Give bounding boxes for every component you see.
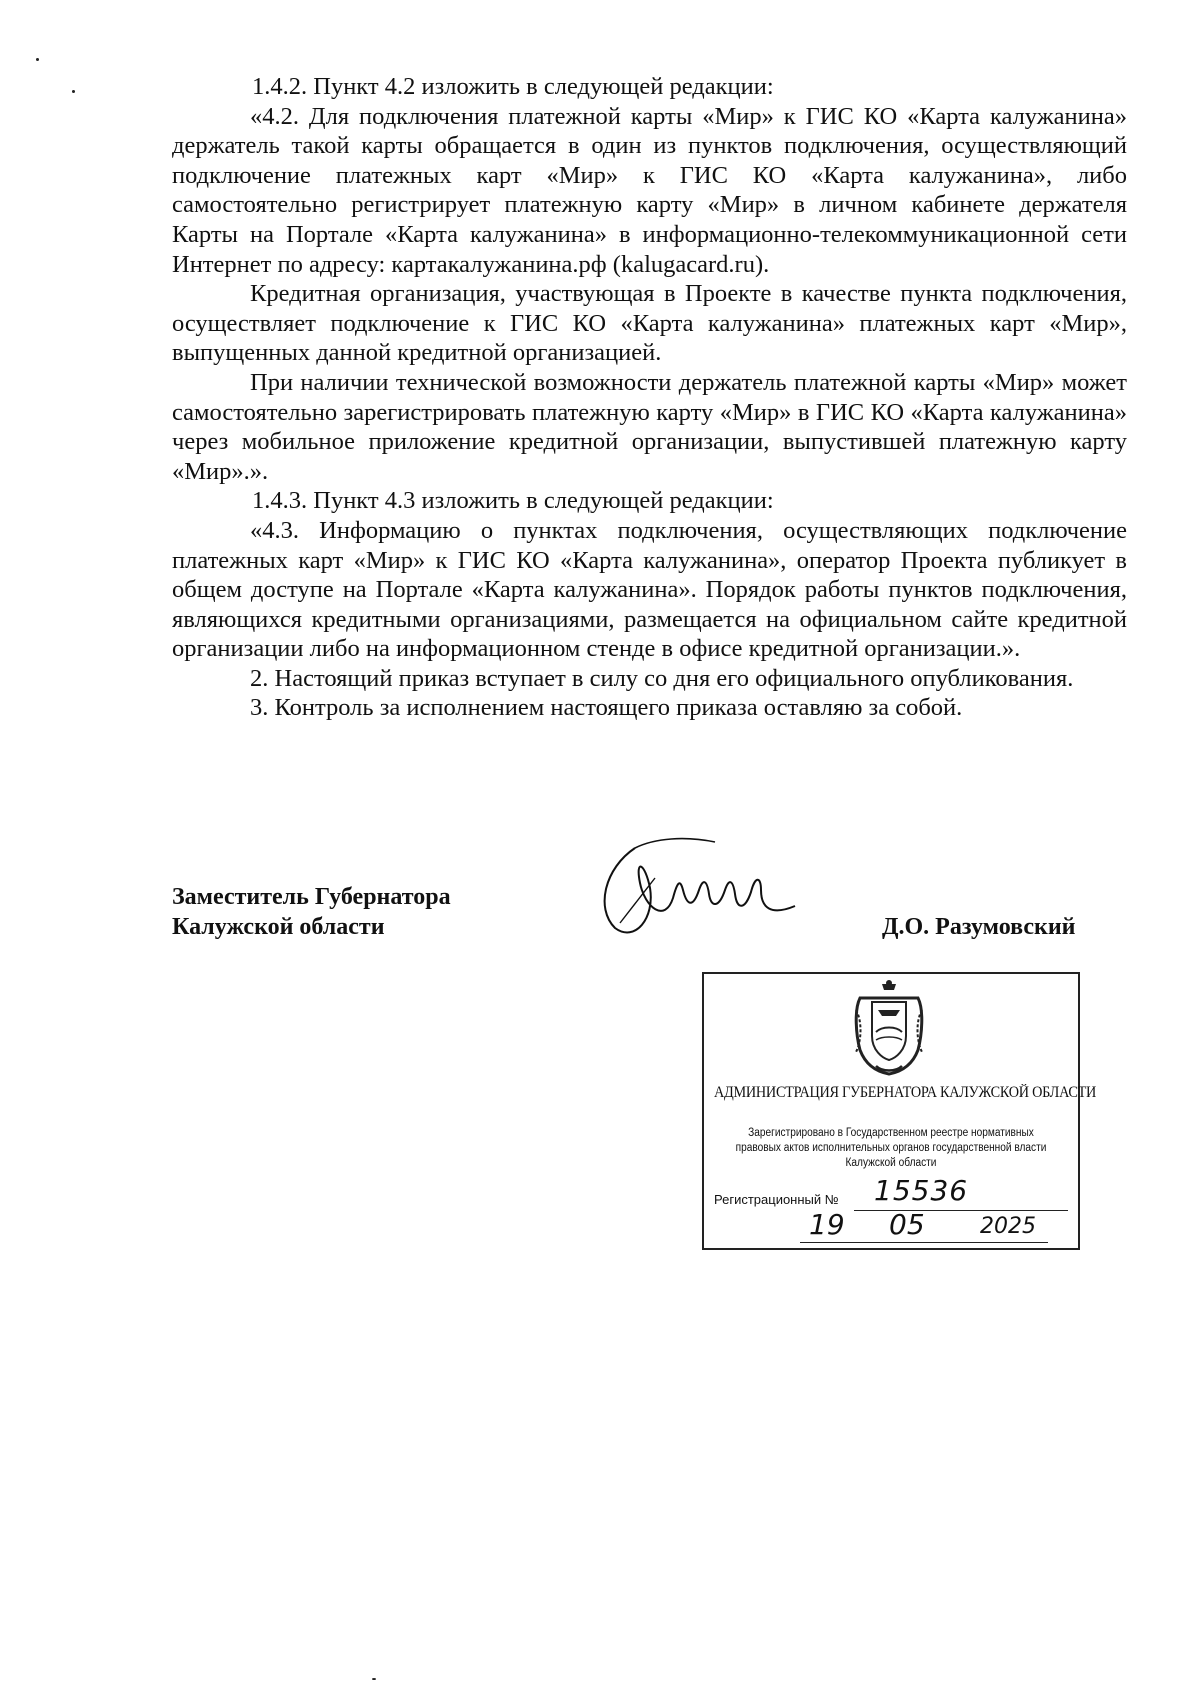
scan-speck bbox=[36, 58, 39, 61]
signatory-position-line1: Заместитель Губернатора bbox=[172, 884, 451, 910]
signatory-position bbox=[172, 882, 451, 942]
paragraph-credit-org: Кредитная организация, участвующая в Проекте в качестве пункта подключения, осуществляет подключение к ГИС КО «Карта калужанина» платежных карт «Мир», выпущенных данной кредитной организацией. bbox=[172, 280, 1127, 367]
stamp-registered-line1: Зарегистрировано в Государственном реестре нормативных bbox=[748, 1127, 1034, 1139]
signatory-name: Д.О. Разумовский bbox=[882, 914, 1076, 940]
paragraph-mobile-app: При наличии технической возможности держатель платежной карты «Мир» может самостоятельно зарегистрировать платежную карту «Мир» в ГИС КО «Карта калужанина» через мобильное приложение кредитной организации, выпустившей платежную карту «Мир».». bbox=[172, 368, 1127, 485]
paragraph-4-3: «4.3. Информацию о пунктах подключения, осуществляющих подключение платежных карт «Мир» к ГИС КО «Карта калужанина», оператор Проекта публикует в общем доступе на Портале «Карта калужанина». Порядок работы пунктов подключения, являющихся кредитными организациями, размещается на официальном сайте кредитной организации либо на информационном стенде в офисе кредитной организации.». bbox=[172, 516, 1127, 663]
stamp-registered-line3: Калужской области bbox=[845, 1157, 937, 1169]
scan-speck bbox=[72, 90, 75, 93]
scan-speck bbox=[372, 1678, 376, 1680]
stamp-organization: АДМИНИСТРАЦИЯ ГУБЕРНАТОРА КАЛУЖСКОЙ ОБЛАСТИ bbox=[714, 1084, 1097, 1101]
stamp-registration-number: 15536 bbox=[874, 1174, 969, 1207]
paragraph-1-4-2: 1.4.2. Пункт 4.2 изложить в следующей редакции: bbox=[252, 73, 774, 100]
document-body bbox=[172, 72, 1127, 723]
stamp-registered-line2: правовых актов исполнительных органов государственной власти bbox=[735, 1142, 1047, 1154]
stamp-date-underline bbox=[800, 1242, 1048, 1243]
stamp-date-day: 19 bbox=[809, 1208, 845, 1241]
registration-stamp bbox=[702, 972, 1097, 1250]
stamp-date-month: 05 bbox=[889, 1208, 925, 1241]
stamp-registration-label: Регистрационный № bbox=[714, 1192, 839, 1207]
paragraph-2: 2. Настоящий приказ вступает в силу со дня его официального опубликования. bbox=[250, 664, 1074, 692]
paragraph-3: 3. Контроль за исполнением настоящего приказа оставляю за собой. bbox=[250, 694, 963, 722]
stamp-date-year: 2025 bbox=[980, 1214, 1036, 1239]
stamp-registration-underline bbox=[854, 1210, 1068, 1211]
paragraph-1-4-3: 1.4.3. Пункт 4.3 изложить в следующей редакции: bbox=[252, 487, 774, 515]
handwritten-signature bbox=[595, 828, 815, 958]
signatory-position-line2: Калужской области bbox=[172, 914, 385, 940]
coat-of-arms-icon bbox=[852, 980, 926, 1076]
paragraph-4-2: «4.2. Для подключения платежной карты «Мир» к ГИС КО «Карта калужанина» держатель такой карты обращается в один из пунктов подключения, осуществляющий подключение платежных карт «Мир» к ГИС КО «Карта калужанина», либо самостоятельно регистрирует платежную карту «Мир» в личном кабинете держателя Карты на Портале «Карта калужанина» в информационно-телекоммуникационной сети Интернет по адресу: картакалужанина.рф (kalugacard.ru). bbox=[172, 102, 1127, 278]
